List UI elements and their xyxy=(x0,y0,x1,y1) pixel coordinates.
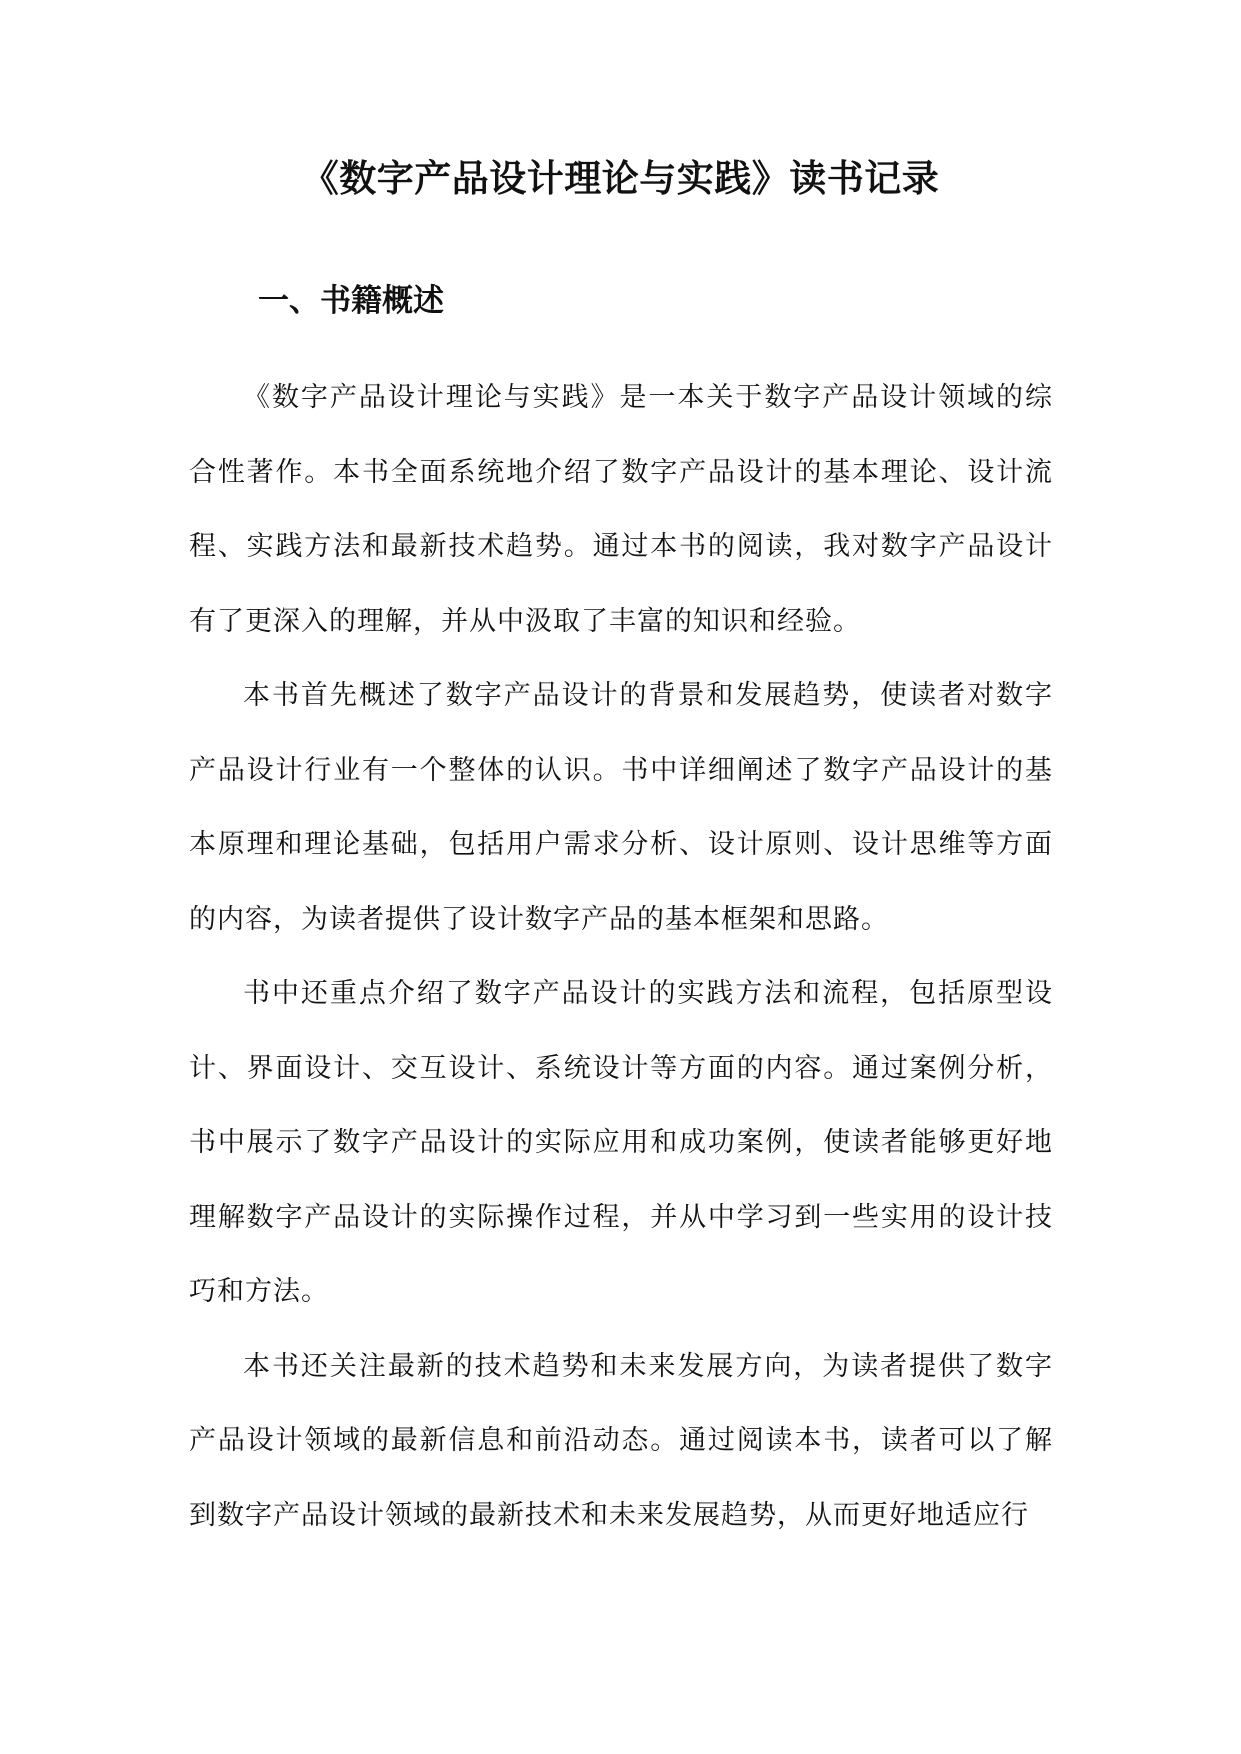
paragraph: 《数字产品设计理论与实践》是一本关于数字产品设计领域的综合性著作。本书全面系统地介绍了数字产品设计的基本理论、设计流程、实践方法和最新技术趋势。通过本书的阅读，我对数字产品设计有了更深入的理解，并从中汲取了丰富的知识和经验。 xyxy=(189,382,1053,637)
paragraph: 本书首先概述了数字产品设计的背景和发展趋势，使读者对数字产品设计行业有一个整体的认识。书中详细阐述了数字产品设计的基本原理和理论基础，包括用户需求分析、设计原则、设计思维等方面的内容，为读者提供了设计数字产品的基本框架和思路。 xyxy=(189,680,1053,935)
section-heading-overview: 一、书籍概述 xyxy=(258,283,444,319)
section-body xyxy=(189,361,1053,1553)
paragraph: 书中还重点介绍了数字产品设计的实践方法和流程，包括原型设计、界面设计、交互设计、系统设计等方面的内容。通过案例分析，书中展示了数字产品设计的实际应用和成功案例，使读者能够更好地理解数字产品设计的实际操作过程，并从中学习到一些实用的设计技巧和方法。 xyxy=(189,978,1053,1307)
document-title: 《数字产品设计理论与实践》读书记录 xyxy=(301,156,940,200)
paragraph: 本书还关注最新的技术趋势和未来发展方向，为读者提供了数字产品设计领域的最新信息和前沿动态。通过阅读本书，读者可以了解到数字产品设计领域的最新技术和未来发展趋势，从而更好地适应行 xyxy=(189,1350,1053,1531)
